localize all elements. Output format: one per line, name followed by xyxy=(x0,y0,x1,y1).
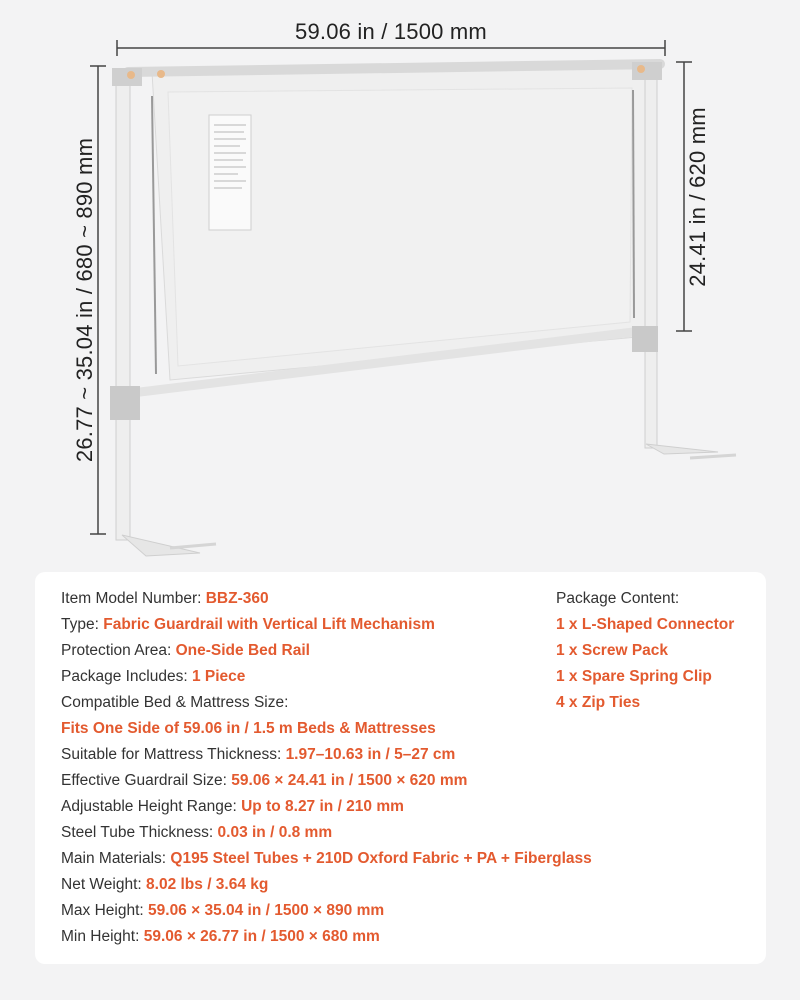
spec-height-range: Adjustable Height Range: Up to 8.27 in / 210 mm xyxy=(61,798,404,815)
right-post xyxy=(645,76,657,448)
package-item: 4 x Zip Ties xyxy=(556,694,641,711)
spec-compatible-label: Compatible Bed & Mattress Size: xyxy=(61,694,289,711)
right-corner-cap xyxy=(632,62,662,80)
spec-card xyxy=(35,572,766,964)
package-item: 1 x Screw Pack xyxy=(556,642,669,659)
package-content-title: Package Content: xyxy=(556,590,680,607)
package-item: 1 x L-Shaped Connector xyxy=(556,616,735,633)
spec-type: Type: Fabric Guardrail with Vertical Lift Mechanism xyxy=(61,616,435,633)
left-corner-cap xyxy=(112,68,142,86)
width-dimension-label: 59.06 in / 1500 mm xyxy=(295,19,487,44)
spec-materials: Main Materials: Q195 Steel Tubes + 210D Oxford Fabric + PA + Fiberglass xyxy=(61,850,592,867)
rail-height-dimension-label: 24.41 in / 620 mm xyxy=(685,107,710,287)
spec-package-includes: Package Includes: 1 Piece xyxy=(61,668,246,685)
spec-model: Item Model Number: BBZ-360 xyxy=(61,590,269,607)
left-post xyxy=(116,80,130,540)
spec-max-height: Max Height: 59.06 × 35.04 in / 1500 × 890 mm xyxy=(61,902,385,919)
spec-mattress-thickness: Suitable for Mattress Thickness: 1.97–10.63 in / 5–27 cm xyxy=(61,746,456,763)
total-height-dimension-label: 26.77 ~ 35.04 in / 680 ~ 890 mm xyxy=(72,137,97,463)
right-lift-bracket xyxy=(632,326,658,352)
package-item: 1 x Spare Spring Clip xyxy=(556,668,712,685)
spec-tube-thickness: Steel Tube Thickness: 0.03 in / 0.8 mm xyxy=(61,824,333,841)
spec-min-height: Min Height: 59.06 × 26.77 in / 1500 × 680 mm xyxy=(61,928,380,945)
left-knob-icon xyxy=(127,71,135,79)
left-lift-bracket xyxy=(110,386,140,420)
spec-compatible-value: Fits One Side of 59.06 in / 1.5 m Beds & Mattresses xyxy=(61,720,436,737)
right-knob-icon xyxy=(637,65,645,73)
right-foot xyxy=(646,444,718,454)
spec-protection-area: Protection Area: One-Side Bed Rail xyxy=(61,642,310,659)
right-zipper xyxy=(633,90,634,318)
left-clip-icon xyxy=(157,70,165,78)
spec-guardrail-size: Effective Guardrail Size: 59.06 × 24.41 in / 1500 × 620 mm xyxy=(61,772,468,789)
spec-net-weight: Net Weight: 8.02 lbs / 3.64 kg xyxy=(61,876,269,893)
